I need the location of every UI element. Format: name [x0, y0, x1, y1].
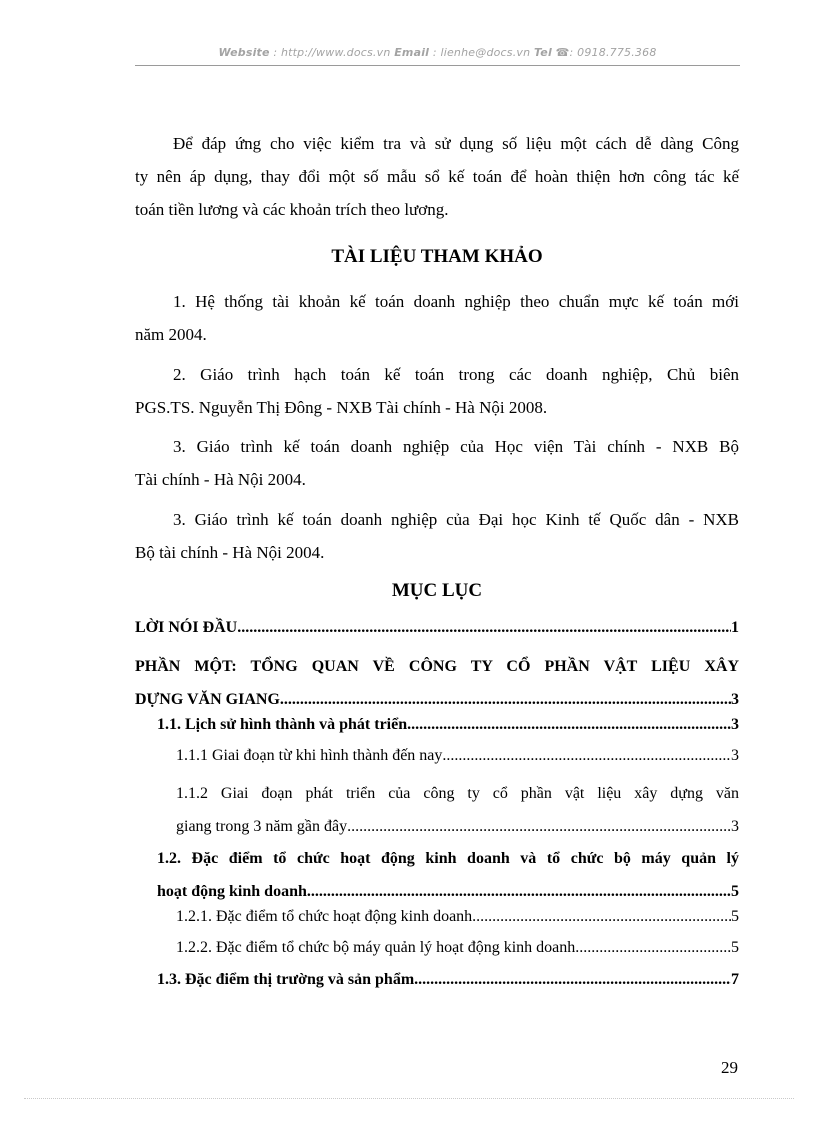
toc-entry[interactable]: [135, 619, 739, 637]
toc-page-number: 3: [731, 716, 739, 733]
page-bottom-border: [24, 1098, 794, 1099]
toc-entry[interactable]: [157, 842, 739, 908]
reference-line: 1. Hệ thống tài khoản kế toán doanh nghiệp theo chuẩn mực kế toán mới: [173, 292, 739, 311]
reference-item: [135, 430, 739, 496]
reference-line: Bộ tài chính - Hà Nội 2004.: [135, 543, 325, 562]
email-value: : lienhe@docs.vn: [429, 46, 535, 59]
toc-entry[interactable]: [157, 716, 739, 734]
reference-item: [135, 285, 739, 351]
toc-entry[interactable]: [176, 939, 739, 957]
toc-entry[interactable]: [176, 777, 739, 843]
page-header: [135, 46, 740, 59]
toc-leader: [311, 875, 731, 908]
toc-entry-title-cont: giang trong 3 năm gần đây: [176, 818, 348, 835]
website-label: Website: [218, 46, 270, 59]
toc-entry-title: 1.2.2. Đặc điểm tổ chức bộ máy quản lý hoạt động kinh doanh: [176, 939, 576, 956]
toc-entry-title: 1.3. Đặc điểm thị trường và sản phẩm: [157, 971, 415, 988]
toc-leader: [407, 716, 731, 734]
toc-page-number: 7: [731, 971, 739, 988]
toc-page-number: 3: [731, 747, 739, 764]
toc-leader: [280, 683, 731, 716]
intro-paragraph: [135, 127, 739, 226]
reference-item: [135, 503, 739, 569]
header-divider: [135, 65, 740, 66]
toc-page-number: 1: [731, 619, 739, 636]
reference-line: Tài chính - Hà Nội 2004.: [135, 470, 306, 489]
toc-leader: [472, 908, 731, 926]
toc-page-number: 5: [731, 939, 739, 956]
reference-line: năm 2004.: [135, 325, 207, 344]
toc-page-number: 5: [731, 883, 739, 900]
references-title: TÀI LIỆU THAM KHẢO: [331, 246, 543, 267]
toc-entry[interactable]: [176, 747, 739, 765]
toc-page-number: 3: [731, 691, 739, 708]
intro-line: ty nên áp dụng, thay đổi một số mẫu sổ kế toán để hoàn thiện hơn công tác kế: [135, 167, 739, 186]
toc-page-number: 3: [731, 818, 739, 835]
toc-entry-title-cont: DỰNG VĂN GIANG: [135, 691, 280, 708]
toc-entry-title: 1.2. Đặc điểm tổ chức hoạt động kinh doanh và tổ chức bộ máy quản lý: [157, 850, 739, 867]
reference-line: 2. Giáo trình hạch toán kế toán trong các doanh nghiệp, Chủ biên: [173, 365, 739, 384]
phone-icon: ☎: [555, 46, 570, 59]
page-number: 29: [721, 1058, 738, 1077]
email-label: Email: [394, 46, 430, 59]
reference-line: 3. Giáo trình kế toán doanh nghiệp của Đại học Kinh tế Quốc dân - NXB: [173, 510, 739, 529]
toc-leader: [414, 971, 731, 989]
intro-line: toán tiền lương và các khoản trích theo lương.: [135, 200, 449, 219]
toc-entry-title: PHẦN MỘT: TỔNG QUAN VỀ CÔNG TY CỔ PHẦN VẬT LIỆU XÂY: [135, 658, 739, 675]
toc-entry[interactable]: [157, 971, 739, 989]
toc-entry-title: 1.2.1. Đặc điểm tổ chức hoạt động kinh doanh: [176, 908, 473, 925]
intro-line: Để đáp ứng cho việc kiểm tra và sử dụng số liệu một cách dễ dàng Công: [173, 134, 739, 153]
toc-leader: [575, 939, 731, 957]
toc-entry[interactable]: [135, 650, 739, 716]
reference-line: 3. Giáo trình kế toán doanh nghiệp của Học viện Tài chính - NXB Bộ: [173, 437, 739, 456]
website-value: : http://www.docs.vn: [269, 46, 395, 59]
toc-entry-title: 1.1.2 Giai đoạn phát triển của công ty cổ phần vật liệu xây dựng văn: [176, 785, 739, 802]
toc-leader: [347, 810, 731, 843]
toc-leader: [237, 619, 731, 637]
reference-line: PGS.TS. Nguyễn Thị Đông - NXB Tài chính - Hà Nội 2008.: [135, 398, 548, 417]
toc-page-number: 5: [731, 908, 739, 925]
toc-entry[interactable]: [176, 908, 739, 926]
toc-entry-title-cont: hoạt động kinh doanh.: [157, 883, 311, 900]
tel-label: Tel: [534, 46, 552, 59]
toc-leader: [442, 747, 731, 765]
toc-entry-title: 1.1.1 Giai đoạn từ khi hình thành đến nay: [176, 747, 443, 764]
tel-value: : 0918.775.368: [569, 46, 657, 59]
toc-entry-title: 1.1. Lịch sử hình thành và phát triển: [157, 716, 408, 733]
toc-entry-title: LỜI NÓI ĐẦU: [135, 619, 238, 636]
reference-item: [135, 358, 739, 424]
toc-title: MỤC LỤC: [391, 580, 483, 601]
